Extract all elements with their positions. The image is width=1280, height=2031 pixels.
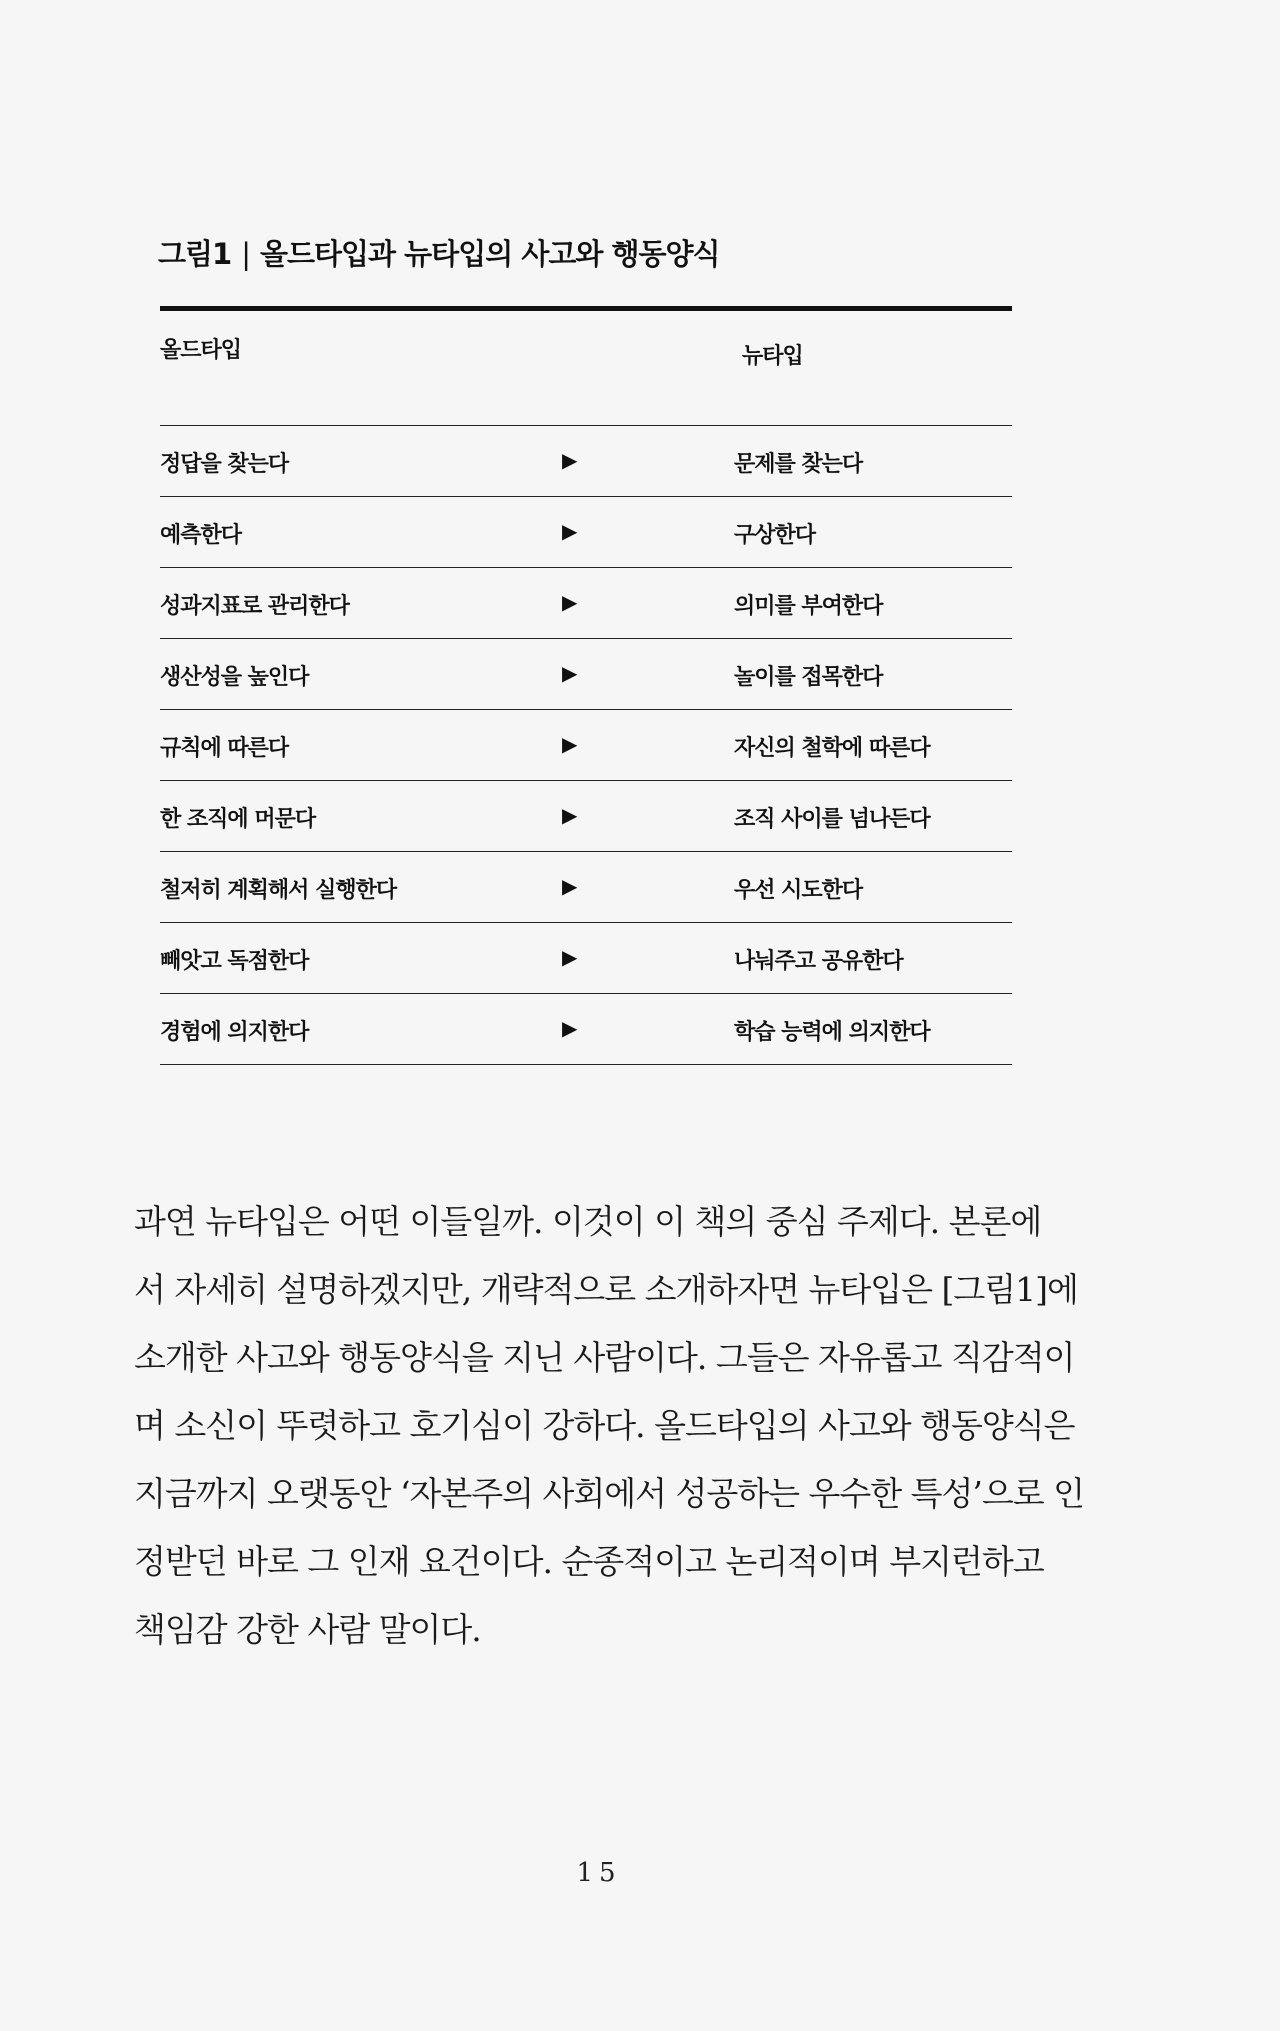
table-row <box>160 426 1012 497</box>
arrow-right-icon: ▶ <box>562 803 578 827</box>
newtype-cell: 문제를 찾는다 <box>734 452 863 477</box>
oldtype-cell: 예측한다 <box>160 523 242 548</box>
arrow-right-icon: ▶ <box>562 519 578 543</box>
table-row <box>160 639 1012 710</box>
body-line: 과연 뉴타입은 어떤 이들일까. 이것이 이 책의 중심 주제다. 본론에 <box>134 1202 1042 1241</box>
arrow-right-icon: ▶ <box>562 448 578 472</box>
table-row <box>160 781 1012 852</box>
newtype-cell: 우선 시도한다 <box>734 878 863 903</box>
table-row <box>160 568 1012 639</box>
arrow-right-icon: ▶ <box>562 874 578 898</box>
arrow-right-icon: ▶ <box>562 1016 578 1040</box>
figure-title-text: 올드타입과 뉴타입의 사고와 행동양식 <box>260 237 720 271</box>
table-row <box>160 852 1012 923</box>
table-row <box>160 710 1012 781</box>
header-newtype: 뉴타입 <box>742 344 803 369</box>
body-line: 책임감 강한 사람 말이다. <box>134 1610 481 1649</box>
newtype-cell: 조직 사이를 넘나든다 <box>734 807 930 832</box>
table-row <box>160 497 1012 568</box>
arrow-right-icon: ▶ <box>562 945 578 969</box>
arrow-right-icon: ▶ <box>562 732 578 756</box>
arrow-right-icon: ▶ <box>562 590 578 614</box>
oldtype-cell: 정답을 찾는다 <box>160 452 289 477</box>
newtype-cell: 놀이를 접목한다 <box>734 665 883 690</box>
oldtype-cell: 성과지표로 관리한다 <box>160 594 349 619</box>
arrow-right-icon: ▶ <box>562 661 578 685</box>
oldtype-cell: 철저히 계획해서 실행한다 <box>160 878 397 903</box>
body-line: 지금까지 오랫동안 ‘자본주의 사회에서 성공하는 우수한 특성’으로 인 <box>134 1474 1084 1513</box>
comparison-table <box>160 306 1012 1065</box>
body-line: 며 소신이 뚜렷하고 호기심이 강하다. 올드타입의 사고와 행동양식은 <box>134 1406 1075 1445</box>
body-paragraph <box>134 1188 1084 1664</box>
newtype-cell: 자신의 철학에 따른다 <box>734 736 930 761</box>
table-row <box>160 994 1012 1065</box>
body-line: 서 자세히 설명하겠지만, 개략적으로 소개하자면 뉴타입은 [그림1]에 <box>134 1270 1078 1309</box>
header-oldtype: 올드타입 <box>160 338 242 363</box>
figure-label: 그림1 <box>158 237 232 271</box>
oldtype-cell: 규칙에 따른다 <box>160 736 289 761</box>
figure-title-separator: | <box>241 237 250 271</box>
newtype-cell: 구상한다 <box>734 523 816 548</box>
newtype-cell: 의미를 부여한다 <box>734 594 883 619</box>
oldtype-cell: 빼앗고 독점한다 <box>160 949 309 974</box>
oldtype-cell: 경험에 의지한다 <box>160 1020 309 1045</box>
oldtype-cell: 한 조직에 머문다 <box>160 807 316 832</box>
table-header <box>160 311 1012 426</box>
body-line: 정받던 바로 그 인재 요건이다. 순종적이고 논리적이며 부지런하고 <box>134 1542 1044 1581</box>
newtype-cell: 나눠주고 공유한다 <box>734 949 903 974</box>
page-number: 15 <box>576 1858 622 1888</box>
oldtype-cell: 생산성을 높인다 <box>160 665 309 690</box>
newtype-cell: 학습 능력에 의지한다 <box>734 1020 930 1045</box>
table-row <box>160 923 1012 994</box>
body-line: 소개한 사고와 행동양식을 지닌 사람이다. 그들은 자유롭고 직감적이 <box>134 1338 1075 1377</box>
figure-title <box>158 232 720 273</box>
